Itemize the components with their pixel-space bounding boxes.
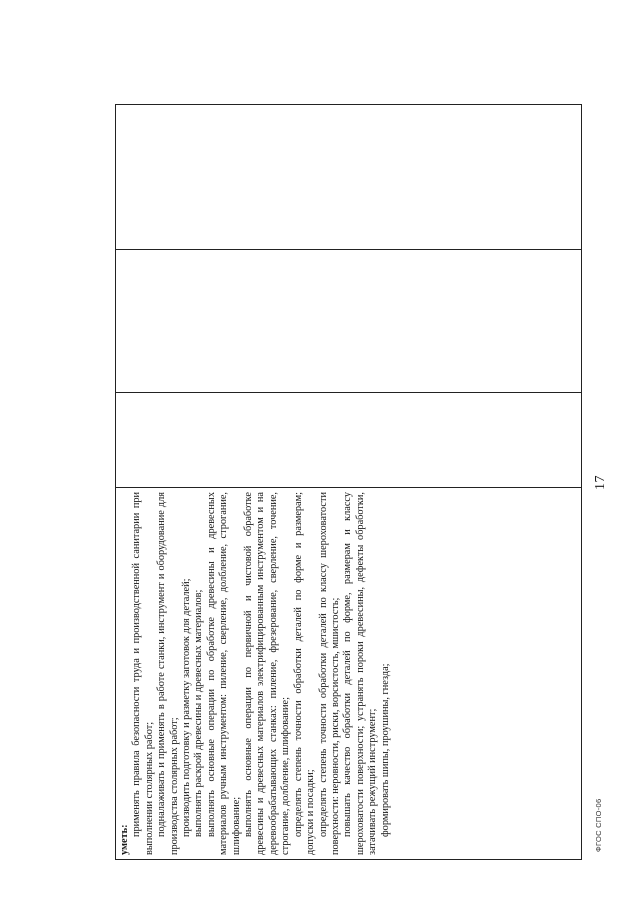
- empty-cell-c: [116, 250, 582, 393]
- skill-item: применять правила безопасности труда и производственной санитарии при выполнении столярных работ;: [131, 492, 155, 855]
- skill-item: определять степень точности обработки деталей по классу шероховатости поверхности: неровности, риски, ворсистость, мшистость;: [317, 492, 341, 855]
- standards-table: [115, 104, 582, 860]
- footer-code: ФГОС СПО-06: [594, 798, 603, 852]
- empty-cell-d: [116, 105, 582, 250]
- skill-item: определять степень точности обработки деталей по форме и размерам; допуски и посадки;: [292, 492, 317, 855]
- skill-item: формировать шипы, проушины, гнезда;: [379, 663, 391, 837]
- skill-item: подналаживать и применять в работе станки, инструмент и оборудование для производства столярных работ;: [156, 492, 180, 855]
- page-number: 17: [593, 475, 608, 490]
- page-number-area: [593, 105, 613, 860]
- skill-item: повышать качество обработки деталей по форме, размерам и классу шероховатости поверхности; устранять пороки древесины, дефекты обработки, затачивать режущий инструмент;: [342, 492, 379, 855]
- empty-cell-b: [116, 393, 582, 488]
- table-row: [116, 105, 582, 860]
- skills-cell: [116, 488, 582, 860]
- skill-item: производить подготовку и разметку заготовок для деталей;: [181, 578, 193, 837]
- skill-item: выполнять основные операции по обработке древесины и древесных материалов ручным инструментом: пиление, сверление, долбление, строгание, шлифование;: [205, 492, 242, 855]
- rotated-page-content: [115, 105, 608, 860]
- skills-list: [116, 488, 392, 859]
- skill-item: выполнять раскрой древесины и древесных материалов;: [193, 589, 205, 837]
- skill-item: выполнять основные операции по первичной и чистовой обработке древесины и древесных материалов электрифицированным инструментом и на деревообрабатывающих станках: пиление, фрезерование, сверление, точение, строгание, долбление, шлифование;: [243, 492, 292, 855]
- skills-heading: уметь:: [119, 824, 130, 855]
